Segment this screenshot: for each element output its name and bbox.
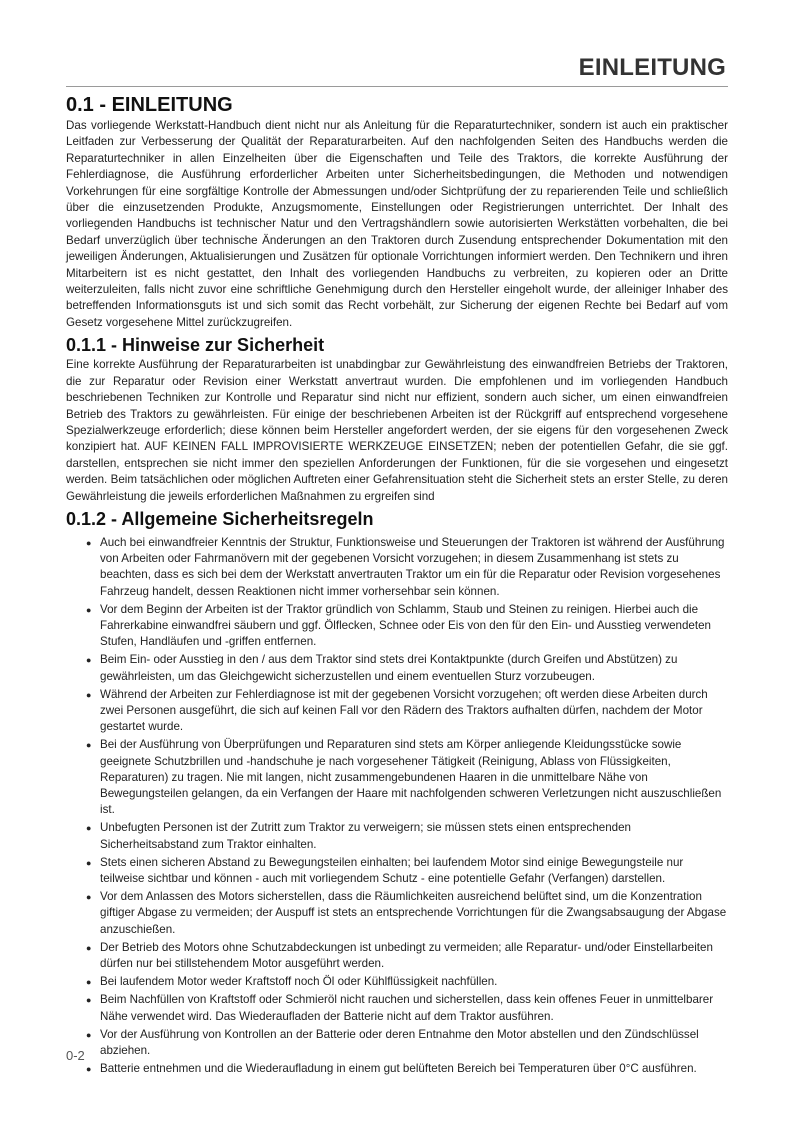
list-item: ● Auch bei einwandfreier Kenntnis der Struktur, Funktionsweise und Steuerungen der Traktoren ist während der Ausführung von Arbeiten oder Fahrmanövern mit der gegebenen Vorsicht vorzugehen; in diesem Zusammenhang ist stets zu beachten, dass es sich bei dem der Werkstatt anvertrauten Traktor um ein für die Reparatur oder Revision vorgesehenes Fahrzeug handelt, dessen Reaktionen nicht immer vorhersehbar sein können. bbox=[86, 535, 728, 600]
list-item: ● Batterie entnehmen und die Wiederaufladung in einem gut belüfteten Bereich bei Temperaturen über 0°C ausführen. bbox=[86, 1061, 728, 1077]
section-body-0-1-1: Eine korrekte Ausführung der Reparaturarbeiten ist unabdingbar zur Gewährleistung des einwandfreien Betriebs der Traktoren, die zur Reparatur oder Revision einer Werkstatt anvertraut wurden. Die empfohlenen und im vorliegenden Handbuch beschriebenen Techniken zur Kontrolle und Reparatur sind nicht nur effizient, sondern auch sicher, um einen einwandfreien Betrieb des Traktors zu gewährleisten. Für einige der beschriebenen Arbeiten ist der Rückgriff auf entsprechend vorgesehene Spezialwerkzeuge erforderlich; diese können beim Hersteller angefordert werden, der sie eigens für den vorgesehenen Zweck konzipiert hat. AUF KEINEN FALL IMPROVISIERTE WERKZEUGE EINSETZEN; neben der potentiellen Gefahr, die sie ggf. darstellen, entsprechen sie nicht immer den speziellen Anforderungen der Funktionen, für die sie vorgesehen und eingesetzt werden. Beim tatsächlichen oder möglichen Auftreten einer Gefahrensituation steht die Sicherheit stets an erster Stelle, zu deren Gewährleistung die jeweils erforderlichen Maßnahmen zu ergreifen sind bbox=[66, 358, 728, 503]
list-item: ● Unbefugten Personen ist der Zutritt zum Traktor zu verweigern; sie müssen stets einen entsprechenden Sicherheitsabstand zum Traktor einhalten. bbox=[86, 820, 728, 852]
list-item: ● Bei laufendem Motor weder Kraftstoff noch Öl oder Kühlflüssigkeit nachfüllen. bbox=[86, 974, 728, 990]
section-body-0-1: Das vorliegende Werkstatt-Handbuch dient nicht nur als Anleitung für die Reparaturtechniker, sondern ist auch ein praktischer Leitfaden zur Verbesserung der Qualität der Reparaturarbeiten. Auf den nachfolgenden Seiten des Handbuchs werden die Reparaturtechniker in allen Einzelheiten über die Eigenschaften und Teile des Traktors, die korrekte Ausführung der Fehlerdiagnose, die Ausführung erforderlicher Arbeiten unter Sicherheitsbedingungen, die Methoden und notwendigen Vorkehrungen für eine sorgfältige Kontrolle der Abmessungen und/oder Sichtprüfung der zu reparierenden Teile und schließlich über die einzusetzenden Produkte, Anzugsmomente, Einstellungen oder Registrierungen unterrichtet. Der Inhalt des vorliegenden Handbuchs ist technischer Natur und den Vertragshändlern sowie autorisierten Werkstätten vorbehalten, die bei Bedarf unverzüglich über technische Änderungen an den Traktoren durch Zusendung entsprechender Dokumentation mit den jeweiligen Änderungen, Aktualisierungen und Zusätzen für optionale Vorrichtungen informiert werden. Den Technikern und ihren Mitarbeitern ist es nicht gestattet, den Inhalt des vorliegenden Handbuchs zu verbreiten, zu kopieren oder an Dritte weiterzuleiten, falls nicht zuvor eine schriftliche Genehmigung durch den Hersteller eingeholt wurde, der alleiniger Inhaber des betreffenden Informationsguts ist und sich somit das Recht vorbehält, zur Sicherung der eigenen Rechte bei Bedarf auf vom Gesetz vorgesehene Mittel zurückzugreifen. bbox=[66, 119, 728, 329]
list-item: ● Stets einen sicheren Abstand zu Bewegungsteilen einhalten; bei laufendem Motor sind einige Bewegungsteile nur teilweise sichtbar und können - auch mit vorliegendem Schutz - eine potentielle Gefahr (Verfangen) darstellen. bbox=[86, 855, 728, 887]
list-item: ● Der Betrieb des Motors ohne Schutzabdeckungen ist unbedingt zu vermeiden; alle Reparatur- und/oder Einstellarbeiten dürfen nur bei stillstehendem Motor ausgeführt werden. bbox=[86, 940, 728, 972]
list-item: ● Beim Ein- oder Ausstieg in den / aus dem Traktor sind stets drei Kontaktpunkte (durch Greifen und Abstützen) zu gewährleisten, um das Gleichgewicht sicherzustellen und einem eventuellen Sturz vorzubeugen. bbox=[86, 652, 728, 684]
page-number: 0-2 bbox=[66, 1048, 85, 1063]
safety-rules-list bbox=[66, 535, 728, 1078]
list-item: ● Vor dem Anlassen des Motors sicherstellen, dass die Räumlichkeiten ausreichend belüftet sind, um die Konzentration giftiger Abgase zu vermeiden; der Auspuff ist stets an entsprechende Vorrichtungen für die Zwangsabsaugung der Abgase anzuschießen. bbox=[86, 889, 728, 938]
list-item: ● Während der Arbeiten zur Fehlerdiagnose ist mit der gegebenen Vorsicht vorzugehen; oft werden diese Arbeiten durch zwei Personen ausgeführt, die sich auf keinen Fall vor den Rädern des Traktors aufhalten dürfen, nachdem der Motor gestartet wurde. bbox=[86, 687, 728, 736]
section-heading-0-1-1: 0.1.1 - Hinweise zur Sicherheit bbox=[66, 335, 325, 356]
page-header-title: EINLEITUNG bbox=[578, 54, 726, 81]
page-content bbox=[66, 92, 728, 1079]
list-item: ● Vor dem Beginn der Arbeiten ist der Traktor gründlich von Schlamm, Staub und Steinen zu reinigen. Hierbei auch die Fahrerkabine einwandfrei säubern und ggf. Ölflecken, Schnee oder Eis von den für den Ein- und Ausstieg verwendeten Stufen, Handläufen und -griffen entfernen. bbox=[86, 602, 728, 651]
header-divider bbox=[66, 86, 728, 87]
section-heading-0-1: 0.1 - EINLEITUNG bbox=[66, 94, 233, 116]
list-item: ● Vor der Ausführung von Kontrollen an der Batterie oder deren Entnahme den Motor abstellen und den Zündschlüssel abziehen. bbox=[86, 1027, 728, 1059]
list-item: ● Beim Nachfüllen von Kraftstoff oder Schmieröl nicht rauchen und sicherstellen, dass kein offenes Feuer in unmittelbarer Nähe verwendet wird. Das Wiederaufladen der Batterie nicht auf dem Traktor ausführen. bbox=[86, 992, 728, 1024]
list-item: ● Bei der Ausführung von Überprüfungen und Reparaturen sind stets am Körper anliegende Kleidungsstücke sowie geeignete Schutzbrillen und -handschuhe je nach vorgesehener Tätigkeit (Reinigung, Ablass von Flüssigkeiten, Reparaturen) zu tragen. Nie mit langen, nicht zusammengebundenen Haaren in die unmittelbare Nähe von Bewegungsteilen gelangen, da ein Verfangen der Haare mit nachfolgenden schweren Verletzungen nicht auszuschließen ist. bbox=[86, 737, 728, 818]
section-heading-0-1-2: 0.1.2 - Allgemeine Sicherheitsregeln bbox=[66, 508, 374, 529]
